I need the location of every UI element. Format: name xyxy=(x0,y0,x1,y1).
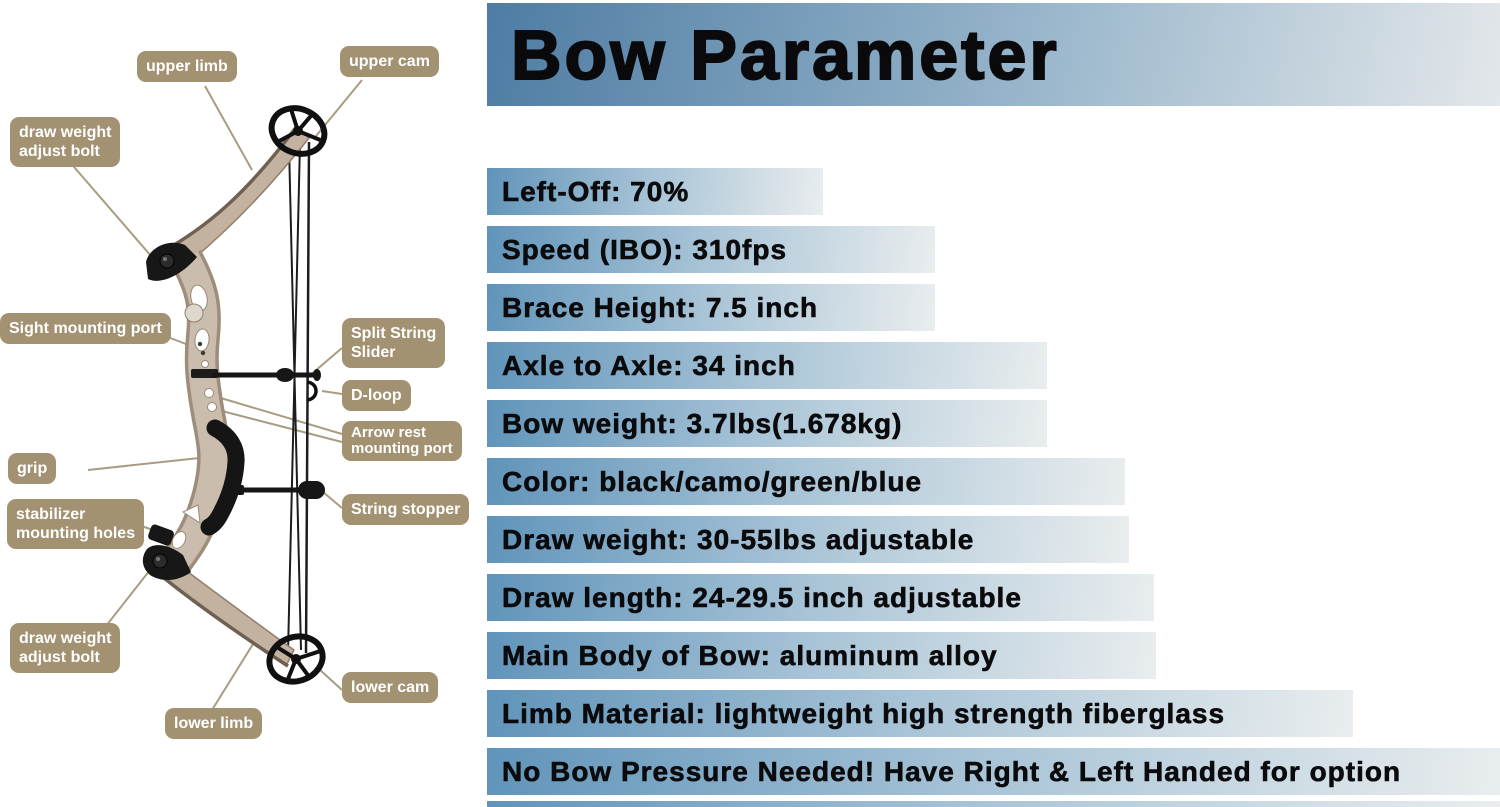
param-row-brace-height: Brace Height: 7.5 inch xyxy=(487,284,935,331)
label-draw-weight-adjust-bolt-top xyxy=(10,117,120,167)
riser-badge xyxy=(185,304,203,322)
sight-port-hole xyxy=(198,342,202,346)
label-text: mounting holes xyxy=(16,525,136,542)
label-text: Arrow rest xyxy=(351,424,427,441)
label-text: D-loop xyxy=(351,387,402,404)
label-text: upper limb xyxy=(146,58,228,75)
label-lower-limb xyxy=(165,708,262,739)
label-d-loop xyxy=(342,380,411,411)
param-row-axle-to-axle: Axle to Axle: 34 inch xyxy=(487,342,1047,389)
label-arrow-rest-mounting-port xyxy=(342,421,462,461)
label-text: grip xyxy=(17,460,48,477)
label-text: mounting port xyxy=(351,440,453,457)
label-text: lower cam xyxy=(351,679,430,696)
label-lower-cam xyxy=(342,672,438,703)
param-row-draw-weight: Draw weight: 30-55lbs adjustable xyxy=(487,516,1129,563)
sight-port-hole xyxy=(201,351,205,355)
param-row-main-body: Main Body of Bow: aluminum alloy xyxy=(487,632,1156,679)
label-text: stabilizer xyxy=(16,506,86,523)
title-bar xyxy=(487,3,1500,106)
bottom-strip xyxy=(487,801,1500,807)
label-split-string-slider xyxy=(342,318,445,368)
label-text: Sight mounting port xyxy=(9,320,162,337)
page-title: Bow Parameter xyxy=(511,15,1060,94)
bow-strings xyxy=(288,142,309,653)
label-text: lower limb xyxy=(174,715,254,732)
label-grip xyxy=(8,453,56,484)
label-draw-weight-adjust-bolt-bottom xyxy=(10,623,120,673)
param-row-draw-length: Draw length: 24-29.5 inch adjustable xyxy=(487,574,1154,621)
label-text: draw weight xyxy=(19,124,112,141)
param-row-handedness: No Bow Pressure Needed! Have Right & Left Handed for option xyxy=(487,748,1500,795)
bow-diagram xyxy=(0,0,486,807)
label-text: String stopper xyxy=(351,501,461,518)
parameter-rows xyxy=(487,168,1500,806)
label-text: upper cam xyxy=(349,53,430,70)
string-stopper xyxy=(234,481,325,499)
param-row-speed: Speed (IBO): 310fps xyxy=(487,226,935,273)
param-row-let-off: Left-Off: 70% xyxy=(487,168,823,215)
label-upper-cam xyxy=(340,46,439,77)
param-row-bow-weight: Bow weight: 3.7lbs(1.678kg) xyxy=(487,400,1047,447)
label-text: Split String xyxy=(351,325,437,342)
label-upper-limb xyxy=(137,51,237,82)
label-sight-mounting-port xyxy=(0,313,171,344)
param-row-limb-material: Limb Material: lightweight high strength fiberglass xyxy=(487,690,1353,737)
label-text: adjust bolt xyxy=(19,143,100,160)
param-row-color: Color: black/camo/green/blue xyxy=(487,458,1125,505)
label-text: draw weight xyxy=(19,630,112,647)
label-stabilizer-mounting-holes xyxy=(7,499,144,549)
label-string-stopper xyxy=(342,494,469,525)
label-text: Slider xyxy=(351,344,396,361)
label-text: adjust bolt xyxy=(19,649,100,666)
